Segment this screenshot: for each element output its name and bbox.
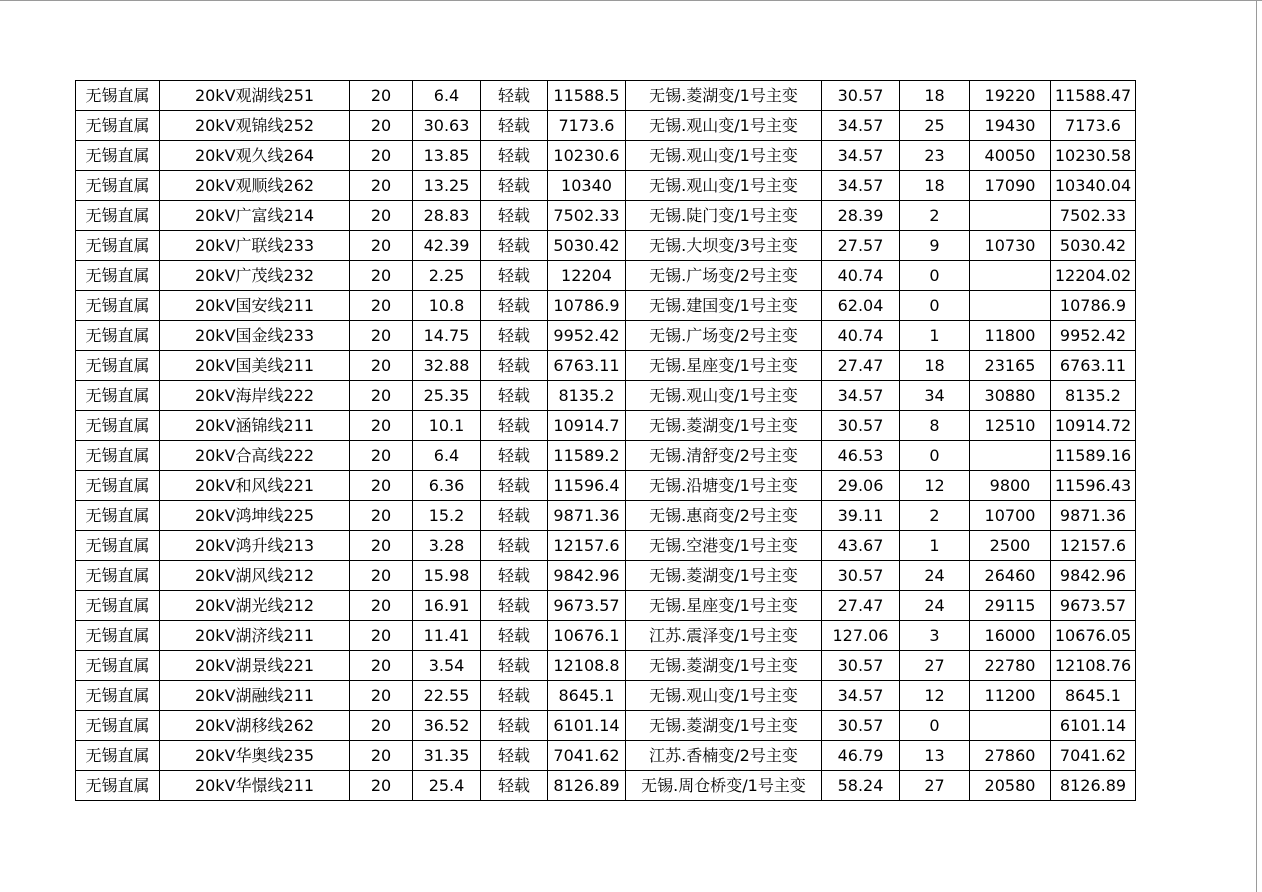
count-cell: 0 [900,441,970,471]
transformer-cell: 无锡.广场变/2号主变 [626,321,822,351]
unit-cell: 无锡直属 [76,441,160,471]
voltage-cell: 20 [350,351,413,381]
capacity-cell: 8126.89 [548,771,626,801]
capacity-cell: 9673.57 [548,591,626,621]
feeder-name-cell: 20kV涵锦线211 [160,411,350,441]
unit-cell: 无锡直属 [76,591,160,621]
table-row [76,681,1136,711]
user-capacity-cell: 11200 [970,681,1051,711]
table-row [76,111,1136,141]
capacity-cell: 7041.62 [548,741,626,771]
voltage-cell: 20 [350,141,413,171]
capacity-cell: 5030.42 [548,231,626,261]
load-status-cell: 轻载 [481,471,548,501]
load-status-cell: 轻载 [481,291,548,321]
unit-cell: 无锡直属 [76,351,160,381]
voltage-cell: 20 [350,771,413,801]
count-cell: 12 [900,471,970,501]
capacity-cell: 8645.1 [548,681,626,711]
length-cell: 25.4 [413,771,481,801]
feeder-name-cell: 20kV广茂线232 [160,261,350,291]
unit-cell: 无锡直属 [76,741,160,771]
available-capacity-cell: 9842.96 [1051,561,1136,591]
feeder-name-cell: 20kV观久线264 [160,141,350,171]
available-capacity-cell: 10914.72 [1051,411,1136,441]
unit-cell: 无锡直属 [76,651,160,681]
voltage-cell: 20 [350,471,413,501]
capacity-cell: 8135.2 [548,381,626,411]
length-cell: 10.8 [413,291,481,321]
count-cell: 1 [900,321,970,351]
transformer-load-cell: 27.57 [822,231,900,261]
table-row [76,501,1136,531]
count-cell: 27 [900,771,970,801]
available-capacity-cell: 8126.89 [1051,771,1136,801]
count-cell: 2 [900,501,970,531]
feeder-name-cell: 20kV华憬线211 [160,771,350,801]
table-row [76,591,1136,621]
unit-cell: 无锡直属 [76,531,160,561]
available-capacity-cell: 10676.05 [1051,621,1136,651]
table-row [76,351,1136,381]
feeder-name-cell: 20kV华奥线235 [160,741,350,771]
table-row [76,651,1136,681]
user-capacity-cell [970,441,1051,471]
unit-cell: 无锡直属 [76,141,160,171]
load-status-cell: 轻载 [481,111,548,141]
available-capacity-cell: 5030.42 [1051,231,1136,261]
capacity-cell: 10914.7 [548,411,626,441]
table-body [76,81,1136,801]
user-capacity-cell: 29115 [970,591,1051,621]
count-cell: 18 [900,81,970,111]
unit-cell: 无锡直属 [76,711,160,741]
capacity-cell: 7173.6 [548,111,626,141]
voltage-cell: 20 [350,81,413,111]
transformer-cell: 无锡.陡门变/1号主变 [626,201,822,231]
unit-cell: 无锡直属 [76,621,160,651]
unit-cell: 无锡直属 [76,231,160,261]
user-capacity-cell: 20580 [970,771,1051,801]
available-capacity-cell: 6101.14 [1051,711,1136,741]
transformer-load-cell: 27.47 [822,591,900,621]
unit-cell: 无锡直属 [76,261,160,291]
feeder-name-cell: 20kV国安线211 [160,291,350,321]
unit-cell: 无锡直属 [76,561,160,591]
available-capacity-cell: 8135.2 [1051,381,1136,411]
unit-cell: 无锡直属 [76,201,160,231]
transformer-cell: 无锡.沿塘变/1号主变 [626,471,822,501]
capacity-cell: 9842.96 [548,561,626,591]
voltage-cell: 20 [350,711,413,741]
voltage-cell: 20 [350,441,413,471]
voltage-cell: 20 [350,621,413,651]
feeder-name-cell: 20kV广联线233 [160,231,350,261]
available-capacity-cell: 7173.6 [1051,111,1136,141]
voltage-cell: 20 [350,561,413,591]
load-status-cell: 轻载 [481,501,548,531]
available-capacity-cell: 10786.9 [1051,291,1136,321]
count-cell: 12 [900,681,970,711]
length-cell: 31.35 [413,741,481,771]
feeder-name-cell: 20kV合高线222 [160,441,350,471]
voltage-cell: 20 [350,411,413,441]
load-status-cell: 轻载 [481,411,548,441]
count-cell: 9 [900,231,970,261]
transformer-cell: 无锡.观山变/1号主变 [626,171,822,201]
transformer-cell: 无锡.观山变/1号主变 [626,111,822,141]
count-cell: 25 [900,111,970,141]
user-capacity-cell: 2500 [970,531,1051,561]
table-row [76,201,1136,231]
user-capacity-cell: 40050 [970,141,1051,171]
count-cell: 18 [900,351,970,381]
unit-cell: 无锡直属 [76,291,160,321]
transformer-cell: 无锡.空港变/1号主变 [626,531,822,561]
table-row [76,381,1136,411]
transformer-cell: 无锡.菱湖变/1号主变 [626,561,822,591]
user-capacity-cell: 27860 [970,741,1051,771]
transformer-load-cell: 127.06 [822,621,900,651]
feeder-name-cell: 20kV湖济线211 [160,621,350,651]
transformer-load-cell: 30.57 [822,81,900,111]
transformer-load-cell: 46.53 [822,441,900,471]
length-cell: 6.4 [413,81,481,111]
load-status-cell: 轻载 [481,261,548,291]
transformer-cell: 无锡.大坝变/3号主变 [626,231,822,261]
user-capacity-cell: 26460 [970,561,1051,591]
table-row [76,741,1136,771]
length-cell: 32.88 [413,351,481,381]
count-cell: 13 [900,741,970,771]
voltage-cell: 20 [350,111,413,141]
voltage-cell: 20 [350,741,413,771]
length-cell: 30.63 [413,111,481,141]
unit-cell: 无锡直属 [76,681,160,711]
length-cell: 22.55 [413,681,481,711]
feeder-name-cell: 20kV湖景线221 [160,651,350,681]
transformer-load-cell: 30.57 [822,651,900,681]
voltage-cell: 20 [350,681,413,711]
length-cell: 13.85 [413,141,481,171]
load-status-cell: 轻载 [481,351,548,381]
load-status-cell: 轻载 [481,441,548,471]
length-cell: 3.54 [413,651,481,681]
capacity-cell: 10340 [548,171,626,201]
transformer-cell: 无锡.广场变/2号主变 [626,261,822,291]
count-cell: 0 [900,711,970,741]
length-cell: 42.39 [413,231,481,261]
load-status-cell: 轻载 [481,171,548,201]
length-cell: 6.36 [413,471,481,501]
feeder-name-cell: 20kV湖风线212 [160,561,350,591]
table-row [76,261,1136,291]
feeder-name-cell: 20kV广富线214 [160,201,350,231]
count-cell: 0 [900,291,970,321]
table-row [76,291,1136,321]
length-cell: 14.75 [413,321,481,351]
transformer-load-cell: 58.24 [822,771,900,801]
transformer-load-cell: 46.79 [822,741,900,771]
transformer-load-cell: 30.57 [822,711,900,741]
available-capacity-cell: 10340.04 [1051,171,1136,201]
table-row [76,771,1136,801]
load-status-cell: 轻载 [481,621,548,651]
unit-cell: 无锡直属 [76,81,160,111]
feeder-name-cell: 20kV湖光线212 [160,591,350,621]
available-capacity-cell: 9871.36 [1051,501,1136,531]
available-capacity-cell: 12204.02 [1051,261,1136,291]
voltage-cell: 20 [350,651,413,681]
user-capacity-cell: 10730 [970,231,1051,261]
count-cell: 24 [900,591,970,621]
transformer-load-cell: 34.57 [822,381,900,411]
load-status-cell: 轻载 [481,531,548,561]
user-capacity-cell: 30880 [970,381,1051,411]
voltage-cell: 20 [350,201,413,231]
capacity-cell: 11588.5 [548,81,626,111]
transformer-load-cell: 40.74 [822,321,900,351]
user-capacity-cell: 22780 [970,651,1051,681]
capacity-cell: 11589.2 [548,441,626,471]
transformer-load-cell: 34.57 [822,141,900,171]
voltage-cell: 20 [350,591,413,621]
transformer-cell: 江苏.香楠变/2号主变 [626,741,822,771]
transformer-load-cell: 34.57 [822,171,900,201]
user-capacity-cell: 12510 [970,411,1051,441]
count-cell: 3 [900,621,970,651]
table-row [76,711,1136,741]
transformer-load-cell: 62.04 [822,291,900,321]
load-status-cell: 轻载 [481,201,548,231]
count-cell: 0 [900,261,970,291]
table-row [76,231,1136,261]
load-status-cell: 轻载 [481,771,548,801]
transformer-load-cell: 40.74 [822,261,900,291]
transformer-cell: 无锡.观山变/1号主变 [626,681,822,711]
unit-cell: 无锡直属 [76,321,160,351]
unit-cell: 无锡直属 [76,171,160,201]
voltage-cell: 20 [350,261,413,291]
available-capacity-cell: 8645.1 [1051,681,1136,711]
table-row [76,441,1136,471]
length-cell: 2.25 [413,261,481,291]
transformer-load-cell: 43.67 [822,531,900,561]
transformer-load-cell: 30.57 [822,411,900,441]
feeder-name-cell: 20kV海岸线222 [160,381,350,411]
capacity-cell: 6101.14 [548,711,626,741]
table-row [76,621,1136,651]
capacity-cell: 9952.42 [548,321,626,351]
feeder-name-cell: 20kV国美线211 [160,351,350,381]
feeder-name-cell: 20kV国金线233 [160,321,350,351]
load-status-cell: 轻载 [481,651,548,681]
load-status-cell: 轻载 [481,81,548,111]
feeder-name-cell: 20kV观锦线252 [160,111,350,141]
length-cell: 15.98 [413,561,481,591]
voltage-cell: 20 [350,381,413,411]
unit-cell: 无锡直属 [76,411,160,441]
available-capacity-cell: 9952.42 [1051,321,1136,351]
user-capacity-cell: 19430 [970,111,1051,141]
feeder-name-cell: 20kV观顺线262 [160,171,350,201]
count-cell: 34 [900,381,970,411]
capacity-cell: 12108.8 [548,651,626,681]
available-capacity-cell: 7041.62 [1051,741,1136,771]
table-row [76,411,1136,441]
available-capacity-cell: 11596.43 [1051,471,1136,501]
voltage-cell: 20 [350,501,413,531]
transformer-cell: 无锡.清舒变/2号主变 [626,441,822,471]
capacity-cell: 10676.1 [548,621,626,651]
table-row [76,171,1136,201]
feeder-name-cell: 20kV鸿升线213 [160,531,350,561]
transformer-cell: 无锡.星座变/1号主变 [626,351,822,381]
available-capacity-cell: 11588.47 [1051,81,1136,111]
transformer-cell: 无锡.菱湖变/1号主变 [626,411,822,441]
available-capacity-cell: 6763.11 [1051,351,1136,381]
user-capacity-cell: 10700 [970,501,1051,531]
load-status-cell: 轻载 [481,741,548,771]
transformer-load-cell: 30.57 [822,561,900,591]
count-cell: 23 [900,141,970,171]
available-capacity-cell: 10230.58 [1051,141,1136,171]
feeder-name-cell: 20kV观湖线251 [160,81,350,111]
feeder-load-table [75,80,1136,801]
transformer-cell: 无锡.菱湖变/1号主变 [626,81,822,111]
voltage-cell: 20 [350,531,413,561]
user-capacity-cell [970,291,1051,321]
feeder-name-cell: 20kV和风线221 [160,471,350,501]
length-cell: 25.35 [413,381,481,411]
available-capacity-cell: 9673.57 [1051,591,1136,621]
transformer-cell: 无锡.周仓桥变/1号主变 [626,771,822,801]
count-cell: 18 [900,171,970,201]
voltage-cell: 20 [350,171,413,201]
capacity-cell: 10786.9 [548,291,626,321]
capacity-cell: 11596.4 [548,471,626,501]
load-status-cell: 轻载 [481,711,548,741]
length-cell: 16.91 [413,591,481,621]
user-capacity-cell [970,711,1051,741]
capacity-cell: 7502.33 [548,201,626,231]
transformer-cell: 无锡.菱湖变/1号主变 [626,651,822,681]
capacity-cell: 6763.11 [548,351,626,381]
transformer-load-cell: 27.47 [822,351,900,381]
available-capacity-cell: 12157.6 [1051,531,1136,561]
length-cell: 10.1 [413,411,481,441]
unit-cell: 无锡直属 [76,111,160,141]
count-cell: 2 [900,201,970,231]
transformer-cell: 无锡.观山变/1号主变 [626,141,822,171]
voltage-cell: 20 [350,231,413,261]
user-capacity-cell: 17090 [970,171,1051,201]
table-row [76,561,1136,591]
unit-cell: 无锡直属 [76,471,160,501]
user-capacity-cell: 9800 [970,471,1051,501]
user-capacity-cell: 23165 [970,351,1051,381]
length-cell: 11.41 [413,621,481,651]
length-cell: 6.4 [413,441,481,471]
voltage-cell: 20 [350,321,413,351]
length-cell: 13.25 [413,171,481,201]
length-cell: 36.52 [413,711,481,741]
user-capacity-cell: 16000 [970,621,1051,651]
transformer-cell: 江苏.震泽变/1号主变 [626,621,822,651]
table-row [76,81,1136,111]
load-status-cell: 轻载 [481,681,548,711]
transformer-load-cell: 34.57 [822,111,900,141]
length-cell: 3.28 [413,531,481,561]
capacity-cell: 12204 [548,261,626,291]
transformer-cell: 无锡.建国变/1号主变 [626,291,822,321]
page-top-edge [0,0,1262,1]
user-capacity-cell: 11800 [970,321,1051,351]
load-status-cell: 轻载 [481,231,548,261]
unit-cell: 无锡直属 [76,771,160,801]
transformer-cell: 无锡.星座变/1号主变 [626,591,822,621]
count-cell: 8 [900,411,970,441]
transformer-load-cell: 29.06 [822,471,900,501]
user-capacity-cell: 19220 [970,81,1051,111]
available-capacity-cell: 12108.76 [1051,651,1136,681]
transformer-cell: 无锡.菱湖变/1号主变 [626,711,822,741]
user-capacity-cell [970,261,1051,291]
unit-cell: 无锡直属 [76,381,160,411]
unit-cell: 无锡直属 [76,501,160,531]
table-row [76,141,1136,171]
count-cell: 1 [900,531,970,561]
feeder-name-cell: 20kV湖融线211 [160,681,350,711]
feeder-name-cell: 20kV鸿坤线225 [160,501,350,531]
length-cell: 15.2 [413,501,481,531]
feeder-name-cell: 20kV湖移线262 [160,711,350,741]
table-row [76,531,1136,561]
available-capacity-cell: 11589.16 [1051,441,1136,471]
capacity-cell: 9871.36 [548,501,626,531]
voltage-cell: 20 [350,291,413,321]
transformer-cell: 无锡.惠商变/2号主变 [626,501,822,531]
transformer-load-cell: 39.11 [822,501,900,531]
table-row [76,321,1136,351]
load-status-cell: 轻载 [481,591,548,621]
load-status-cell: 轻载 [481,321,548,351]
load-status-cell: 轻载 [481,141,548,171]
count-cell: 24 [900,561,970,591]
capacity-cell: 10230.6 [548,141,626,171]
capacity-cell: 12157.6 [548,531,626,561]
user-capacity-cell [970,201,1051,231]
length-cell: 28.83 [413,201,481,231]
table-row [76,471,1136,501]
transformer-load-cell: 28.39 [822,201,900,231]
transformer-cell: 无锡.观山变/1号主变 [626,381,822,411]
transformer-load-cell: 34.57 [822,681,900,711]
page-right-edge [1256,0,1257,892]
load-status-cell: 轻载 [481,381,548,411]
count-cell: 27 [900,651,970,681]
load-status-cell: 轻载 [481,561,548,591]
available-capacity-cell: 7502.33 [1051,201,1136,231]
